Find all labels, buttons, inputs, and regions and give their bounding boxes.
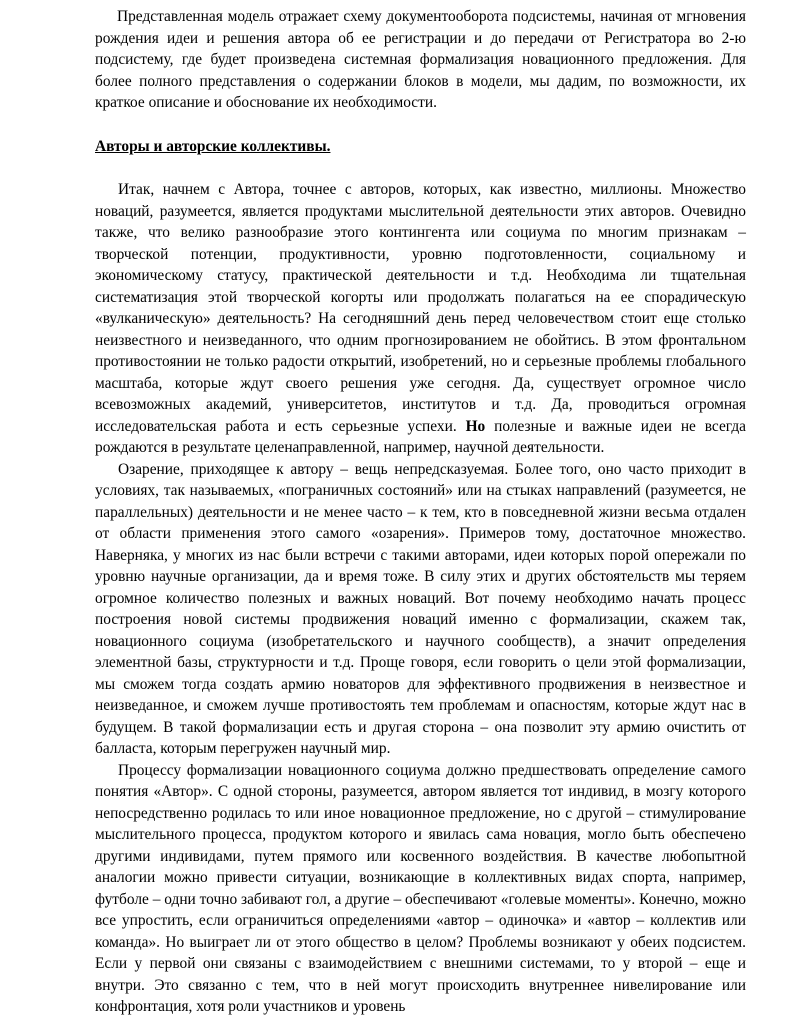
body-paragraph-1-bold-word: Но — [465, 417, 486, 435]
document-page — [95, 6, 746, 1018]
body-paragraph-2: Озарение, приходящее к автору – вещь непредсказуемая. Более того, оно часто приходит в условиях, так называемых, «пограничных состояний» или на стыках направлений (разумеется, не параллельных) деятельности и не менее часто – к тем, кто в повседневной жизни весьма отдален от области применения этого самого «озарения». Примеров тому, достаточное множество. Наверняка, у многих из нас были встречи с такими авторами, идеи которых порой опережали по уровню научные организации, да и время тоже. В силу этих и других обстоятельств мы теряем огромное количество полезных и важных новаций. Вот почему необходимо начать процесс построения новой системы продвижения новаций именно с формализации, скажем так, новационного социума (изобретательского и научного сообществ), а значит определения элементной базы, структурности и т.д. Проще говоря, если говорить о цели этой формализации, мы сможем тогда создать армию новаторов для эффективного продвижения в неизвестное и неизведанное, и сможем лучше противостоять тем проблемам и опасностям, которые ждут нас в будущем. В такой формализации есть и другая сторона – она позволит эту армию очистить от балласта, которым перегружен научный мир. — [95, 460, 746, 757]
body-paragraph-1-text-b: полезные и важные идеи не всегда рождаются в результате целенаправленной, например, научной деятельности. — [95, 417, 746, 456]
body-paragraph-3: Процессу формализации новационного социума должно предшествовать определение самого понятия «Автор». С одной стороны, разумеется, автором является тот индивид, в мозгу которого непосредственно родилась то или иное новационное предложение, но с другой – стимулирование мыслительного процесса, продуктом которого и явилась сама новация, могло быть обеспечено другими индивидами, путем прямого или косвенного воздействия. В качестве любопытной аналогии можно привести ситуации, возникающие в коллективных видах спорта, например, футболе – одни точно забивают гол, а другие – обеспечивают «голевые моменты». Конечно, можно все упростить, если ограничиться определениями «автор – одиночка» и «автор – коллектив или команда». Но выиграет ли от этого общество в целом? Проблемы возникают у обеих подсистем. Если у первой они связаны с взаимодействием с внешними системами, то у второй – еще и внутри. Это связанно с тем, что в ней могут происходить внутреннее нивелирование или конфронтация, хотя роли участников и уровень — [95, 761, 746, 1015]
body-paragraph-1 — [95, 179, 746, 459]
section-heading: Авторы и авторские коллективы. — [95, 137, 331, 155]
body-paragraph-1-text-a: Итак, начнем с Автора, точнее с авторов, которых, как известно, миллионы. Множество новаций, разумеется, является продуктами мыслительной деятельности этих авторов. Очевидно также, что велико разнообразие этого контингента или социума по многим признакам – творческой потенции, продуктивности, уровню подготовленности, социальному и экономическому статусу, практической деятельности и т.д. Необходима ли тщательная систематизация этой творческой когорты или продолжать полагаться на ее спорадическую «вулканическую» деятельность? На сегодняшний день перед человечеством стоит еще столько неизвестного и неизведанного, что одним прогнозированием не обойтись. В этом фронтальном противостоянии не только радости открытий, изобретений, но и серьезные проблемы глобального масштаба, которые ждут своего решения уже сегодня. Да, существует огромное число всевозможных академий, университетов, институтов и т.д. Да, проводиться огромная исследовательская работа и есть серьезные успехи. — [95, 181, 746, 435]
intro-paragraph: Представленная модель отражает схему документооборота подсистемы, начиная от мгновения рождения идеи и решения автора об ее регистрации и до передачи от Регистратора во 2-ю подсистему, где будет произведена системная формализация новационного предложения. Для более полного представления о содержании блоков в модели, мы дадим, по возможности, их краткое описание и обоснование их необходимости. — [95, 8, 746, 111]
